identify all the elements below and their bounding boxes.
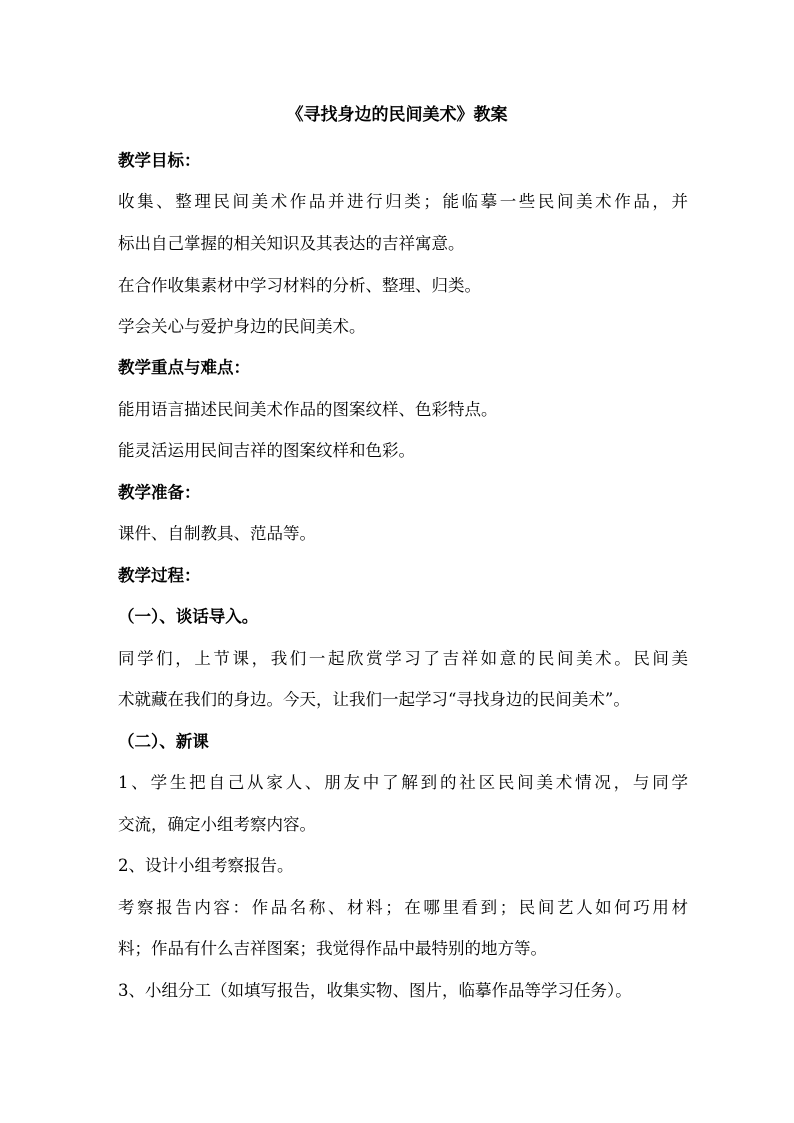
paragraph-line: 标出自己掌握的相关知识及其表达的吉祥寓意。 bbox=[118, 234, 465, 253]
paragraph-line: 考察报告内容：作品名称、材料；在哪里看到；民间艺人如何巧用材 bbox=[118, 898, 688, 917]
paragraph-line: 3、小组分工（如填写报告，收集实物、图片，临摹作品等学习任务）。 bbox=[118, 981, 632, 1000]
subsection-heading-new-lesson: （二）、新课 bbox=[118, 732, 209, 751]
paragraph-line: 1、学生把自己从家人、朋友中了解到的社区民间美术情况，与同学 bbox=[118, 773, 688, 792]
section-heading-key-points: 教学重点与难点： bbox=[118, 358, 250, 377]
document-title: 《寻找身边的民间美术》教案 bbox=[286, 105, 508, 125]
paragraph-line: 在合作收集素材中学习材料的分析、整理、归类。 bbox=[118, 276, 481, 295]
paragraph-line: 料；作品有什么吉祥图案；我觉得作品中最特别的地方等。 bbox=[118, 939, 547, 958]
paragraph-line: 术就藏在我们的身边。今天，让我们一起学习“寻找身边的民间美术”。 bbox=[118, 690, 630, 709]
paragraph-line: 同学们，上节课，我们一起欣赏学习了吉祥如意的民间美术。民间美 bbox=[118, 649, 688, 668]
paragraph-line: 学会关心与爱护身边的民间美术。 bbox=[118, 317, 366, 336]
section-heading-preparation: 教学准备： bbox=[118, 483, 201, 502]
paragraph-line: 能用语言描述民间美术作品的图案纹样、色彩特点。 bbox=[118, 400, 498, 419]
paragraph-line: 2、设计小组考察报告。 bbox=[118, 856, 294, 875]
subsection-heading-intro: （一）、谈话导入。 bbox=[118, 607, 259, 626]
paragraph-line: 交流，确定小组考察内容。 bbox=[118, 815, 316, 834]
section-heading-objectives: 教学目标： bbox=[118, 151, 201, 170]
section-heading-process: 教学过程： bbox=[118, 566, 201, 585]
paragraph-line: 收集、整理民间美术作品并进行归类；能临摹一些民间美术作品，并 bbox=[118, 192, 688, 211]
paragraph-line: 能灵活运用民间吉祥的图案纹样和色彩。 bbox=[118, 441, 415, 460]
paragraph-line: 课件、自制教具、范品等。 bbox=[118, 524, 316, 543]
